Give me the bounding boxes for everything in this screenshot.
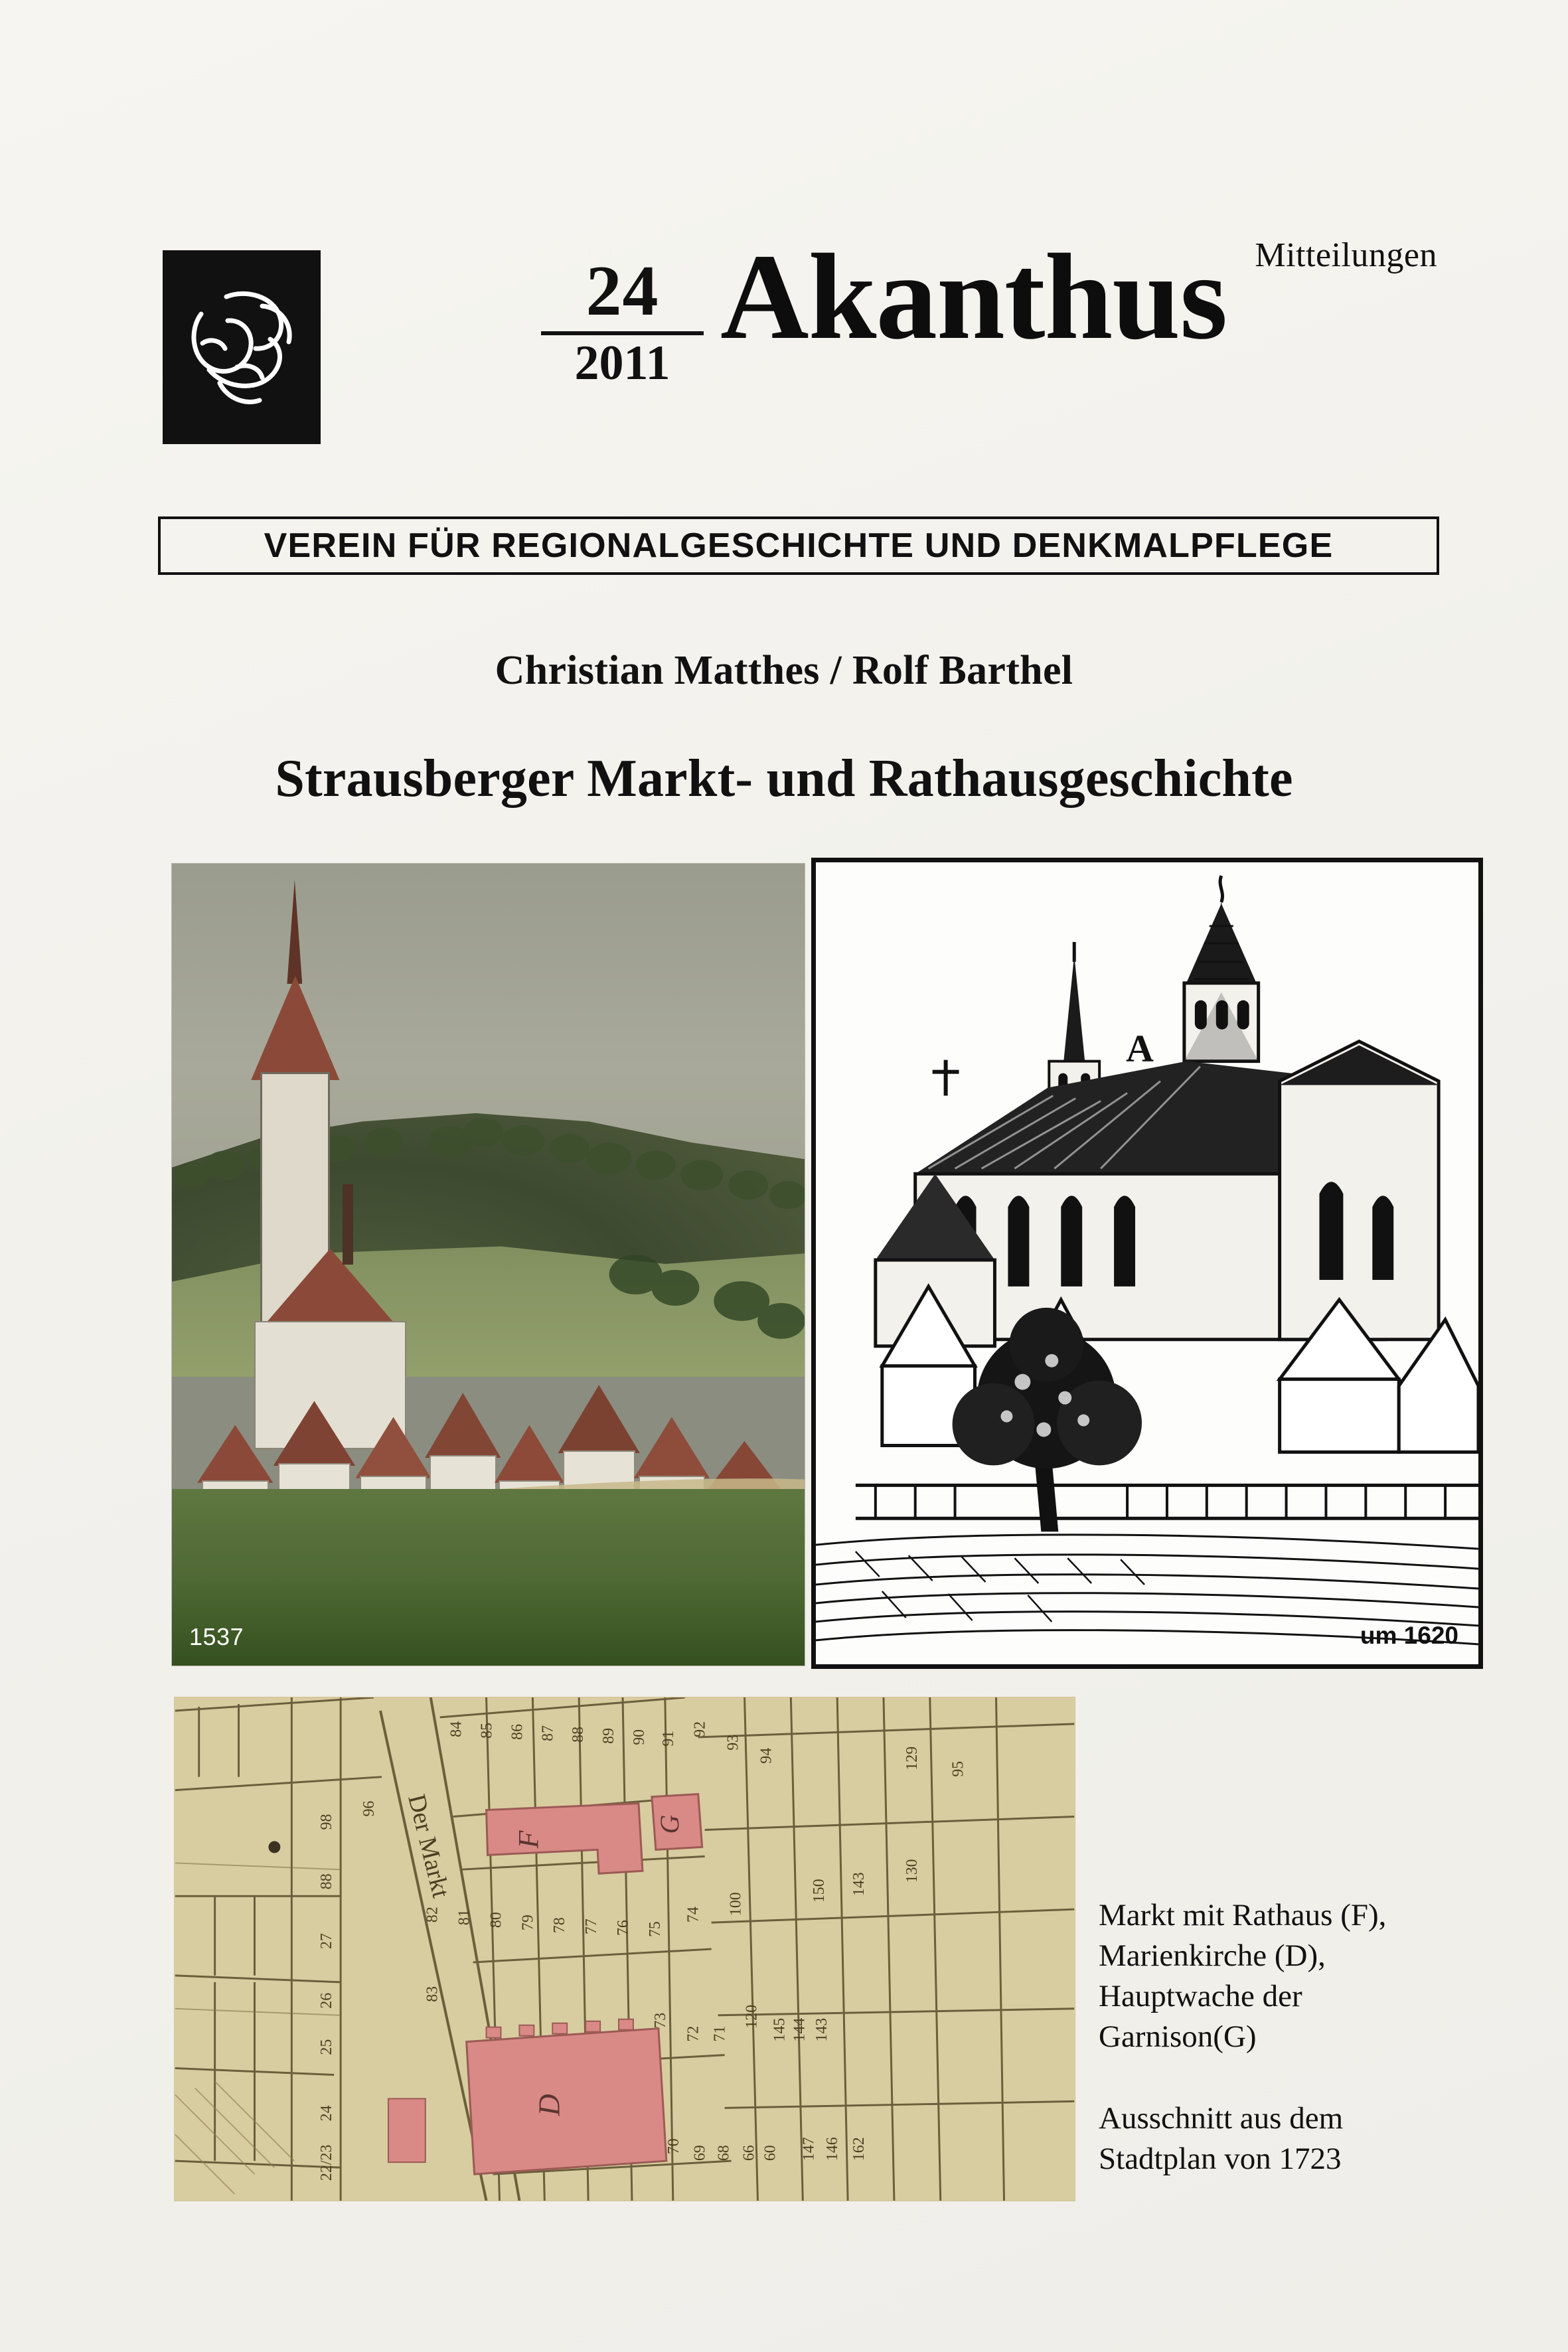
svg-text:76: 76 <box>614 1920 632 1936</box>
map-street-label: Der Markt <box>402 1791 455 1901</box>
map-building-D <box>467 2029 666 2174</box>
svg-text:69: 69 <box>691 2145 709 2161</box>
svg-text:71: 71 <box>711 2025 729 2042</box>
figure-painting-1537 <box>171 863 805 1666</box>
journal-title: Akanthus <box>720 229 1227 365</box>
society-name: VEREIN FÜR REGIONALGESCHICHTE UND DENKMALPFLEGE <box>264 526 1334 565</box>
map-building-small <box>388 2098 426 2162</box>
svg-text:162: 162 <box>850 2137 868 2161</box>
map-caption-line-1: Markt mit Rathaus (F), <box>1099 1898 1387 1932</box>
svg-text:100: 100 <box>727 1892 745 1917</box>
svg-text:93: 93 <box>724 1734 742 1751</box>
svg-text:92: 92 <box>691 1721 709 1737</box>
svg-text:22/23: 22/23 <box>318 2144 336 2181</box>
svg-text:94: 94 <box>757 1747 775 1764</box>
figure-engraving-1620 <box>811 858 1483 1669</box>
svg-text:24: 24 <box>318 2105 336 2122</box>
figure-caption-1620: um 1620 <box>1360 1622 1458 1649</box>
painting-small-spire <box>343 1184 353 1265</box>
map-label-D: D <box>532 2094 566 2116</box>
svg-text:75: 75 <box>646 1921 664 1938</box>
map-caption-line-2: Marienkirche (D), <box>1099 1938 1326 1974</box>
map-caption-line-3: Hauptwache der <box>1099 1979 1302 2014</box>
svg-text:88: 88 <box>570 1726 588 1743</box>
svg-text:96: 96 <box>360 1800 378 1817</box>
painting-foreground-meadow <box>172 1577 805 1666</box>
society-bar <box>158 516 1439 575</box>
svg-text:146: 146 <box>824 2137 842 2161</box>
svg-text:89: 89 <box>600 1727 618 1744</box>
svg-text:25: 25 <box>318 2039 336 2055</box>
map-label-F: F <box>512 1830 545 1849</box>
issue-block <box>534 252 710 390</box>
journal-kicker: Mitteilungen <box>1255 236 1437 274</box>
figure-caption-1537: 1537 <box>189 1623 244 1650</box>
map-caption <box>1099 1895 1510 2180</box>
svg-text:60: 60 <box>761 2145 779 2161</box>
svg-text:82: 82 <box>424 1907 441 1923</box>
svg-text:83: 83 <box>424 1986 441 2002</box>
svg-text:95: 95 <box>949 1761 967 1777</box>
svg-text:143: 143 <box>813 2017 831 2042</box>
svg-text:66: 66 <box>740 2145 758 2161</box>
page-title: Strausberger Markt- und Rathausgeschichte <box>275 749 1293 808</box>
issue-divider <box>541 331 704 335</box>
svg-text:81: 81 <box>455 1909 473 1926</box>
svg-text:91: 91 <box>659 1730 677 1747</box>
issue-year: 2011 <box>574 336 670 390</box>
map-caption-line-6: Stadtplan von 1723 <box>1099 2142 1342 2177</box>
svg-text:98: 98 <box>318 1814 336 1830</box>
svg-text:85: 85 <box>478 1722 496 1739</box>
masthead <box>163 229 1444 455</box>
article-authors: Christian Matthes / Rolf Barthel <box>495 648 1073 693</box>
svg-text:86: 86 <box>509 1723 526 1740</box>
svg-text:145: 145 <box>771 2017 789 2042</box>
acanthus-leaf-logo-icon <box>163 250 321 444</box>
svg-text:130: 130 <box>903 1859 921 1883</box>
svg-text:74: 74 <box>684 1907 702 1923</box>
svg-text:77: 77 <box>583 1919 601 1935</box>
svg-text:26: 26 <box>318 1992 336 2009</box>
map-caption-line-4: Garnison(G) <box>1099 2019 1257 2055</box>
figure-map-1723 <box>174 1697 1075 2201</box>
svg-text:80: 80 <box>487 1912 505 1928</box>
svg-text:84: 84 <box>447 1721 465 1737</box>
svg-text:147: 147 <box>800 2137 818 2161</box>
issue-number: 24 <box>586 252 659 331</box>
svg-text:144: 144 <box>791 2017 809 2042</box>
svg-text:150: 150 <box>811 1879 828 1903</box>
svg-text:73: 73 <box>651 2012 669 2029</box>
map-label-G: G <box>654 1814 684 1834</box>
svg-text:88: 88 <box>318 1873 336 1890</box>
map-drawing <box>175 1697 1075 2201</box>
svg-text:90: 90 <box>630 1729 648 1745</box>
svg-text:78: 78 <box>551 1917 569 1934</box>
svg-text:70: 70 <box>665 2138 682 2155</box>
svg-text:120: 120 <box>743 2004 761 2029</box>
svg-text:A: A <box>1126 1026 1154 1070</box>
svg-text:143: 143 <box>850 1872 868 1897</box>
svg-text:27: 27 <box>318 1933 336 1949</box>
svg-text:72: 72 <box>684 2025 702 2042</box>
svg-text:129: 129 <box>903 1746 921 1770</box>
svg-text:68: 68 <box>715 2145 733 2161</box>
svg-text:87: 87 <box>539 1725 557 1741</box>
engraving-drawing <box>816 862 1478 1664</box>
svg-text:79: 79 <box>519 1915 537 1931</box>
map-caption-line-5: Ausschnitt aus dem <box>1099 2101 1344 2136</box>
